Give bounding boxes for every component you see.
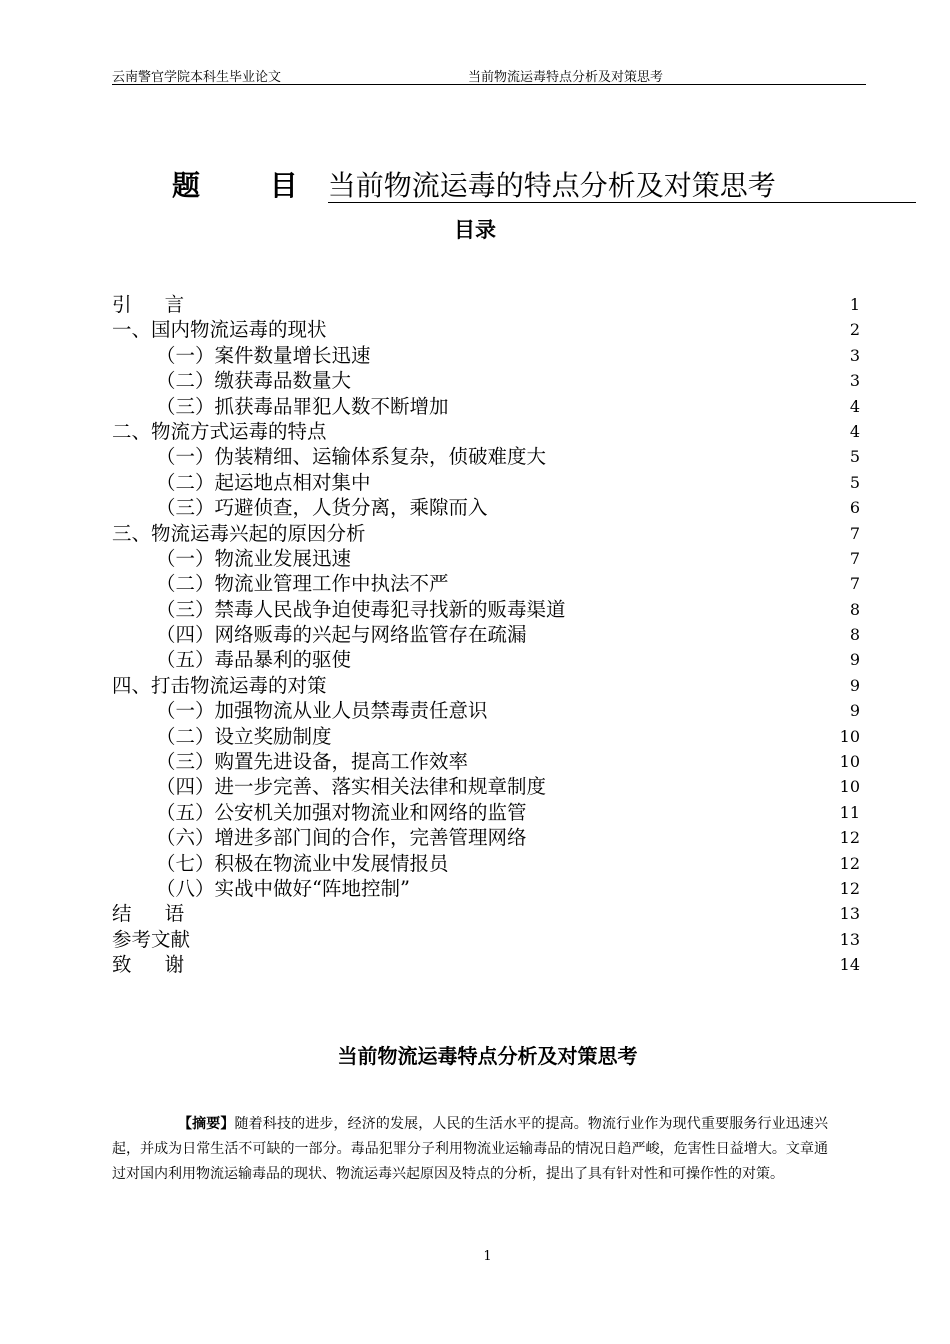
toc-entry-page: 10	[839, 777, 860, 797]
toc-entry-title: 一、国内物流运毒的现状	[112, 318, 327, 342]
toc-entry-title: （三）购置先进设备，提高工作效率	[156, 750, 469, 774]
toc-entry[interactable]	[112, 673, 860, 698]
toc-entry-page: 7	[849, 523, 860, 543]
table-of-contents	[112, 292, 860, 978]
toc-entry-page: 9	[849, 650, 860, 670]
toc-entry-title: （二）设立奖励制度	[156, 724, 332, 748]
toc-entry-page: 11	[839, 802, 860, 822]
toc-entry-page: 12	[839, 853, 860, 873]
toc-entry[interactable]	[112, 495, 860, 520]
header-paper-title: 当前物流运毒特点分析及对策思考	[468, 70, 664, 85]
toc-entry-page: 13	[839, 904, 860, 924]
toc-entry-title: （一）伪装精细、运输体系复杂，侦破难度大	[156, 445, 547, 469]
toc-entry-title: （三）巧避侦查，人货分离，乘隙而入	[156, 496, 488, 520]
toc-entry-title: 结语	[112, 902, 218, 926]
toc-entry-page: 10	[839, 752, 860, 772]
toc-entry[interactable]	[112, 571, 860, 596]
toc-entry[interactable]	[112, 724, 860, 749]
toc-entry-page: 14	[839, 955, 860, 975]
toc-entry[interactable]	[112, 597, 860, 622]
toc-entry-title: 四、打击物流运毒的对策	[112, 673, 327, 697]
toc-entry[interactable]	[112, 546, 860, 571]
toc-entry-title: （一）物流业发展迅速	[156, 546, 352, 570]
toc-entry-page: 12	[839, 828, 860, 848]
toc-entry-page: 4	[849, 396, 860, 416]
toc-entry[interactable]	[112, 927, 860, 952]
toc-entry-title: （四）网络贩毒的兴起与网络监管存在疏漏	[156, 623, 527, 647]
toc-entry-page: 9	[849, 701, 860, 721]
toc-entry[interactable]	[112, 698, 860, 723]
toc-entry[interactable]	[112, 368, 860, 393]
running-header	[112, 64, 866, 85]
thesis-title-line	[172, 168, 916, 204]
title-label: 题 目	[172, 169, 328, 202]
toc-entry-page: 13	[839, 929, 860, 949]
toc-entry-title: 引言	[112, 293, 218, 316]
toc-entry-title: 参考文献	[112, 927, 191, 951]
toc-entry-title: （二）物流业管理工作中执法不严	[156, 572, 449, 596]
toc-entry-title: （一）案件数量增长迅速	[156, 343, 371, 367]
toc-entry[interactable]	[112, 800, 860, 825]
toc-entry[interactable]	[112, 444, 860, 469]
toc-entry-page: 7	[849, 574, 860, 594]
toc-entry-title: （三）禁毒人民战争迫使毒犯寻找新的贩毒渠道	[156, 597, 566, 621]
toc-entry-page: 8	[849, 599, 860, 619]
toc-entry-page: 2	[849, 320, 860, 340]
toc-entry[interactable]	[112, 876, 860, 901]
toc-entry[interactable]	[112, 622, 860, 647]
toc-entry[interactable]	[112, 774, 860, 799]
toc-entry-title: （八）实战中做好“阵地控制”	[156, 876, 410, 900]
toc-entry-title: （三）抓获毒品罪犯人数不断增加	[156, 394, 449, 418]
toc-entry-page: 5	[849, 447, 860, 467]
toc-entry-title: （四）进一步完善、落实相关法律和规章制度	[156, 775, 547, 799]
toc-entry[interactable]	[112, 647, 860, 672]
toc-entry-title: （六）增进多部门间的合作，完善管理网络	[156, 826, 527, 850]
toc-entry-title: （二）起运地点相对集中	[156, 470, 371, 494]
toc-entry-title: （一）加强物流从业人员禁毒责任意识	[156, 699, 488, 723]
toc-entry-page: 12	[839, 878, 860, 898]
toc-entry[interactable]	[112, 292, 860, 317]
toc-entry[interactable]	[112, 952, 860, 977]
header-school: 云南警官学院本科生毕业论文	[112, 70, 282, 85]
toc-entry[interactable]	[112, 419, 860, 444]
toc-entry-page: 6	[849, 498, 860, 518]
toc-entry[interactable]	[112, 343, 860, 368]
toc-entry-page: 8	[849, 625, 860, 645]
toc-entry-page: 1	[849, 295, 860, 314]
toc-entry-page: 5	[849, 472, 860, 492]
toc-entry[interactable]	[112, 470, 860, 495]
toc-entry[interactable]	[112, 317, 860, 342]
title-topic: 当前物流运毒的特点分析及对策思考	[328, 170, 916, 203]
toc-entry-title: （二）缴获毒品数量大	[156, 369, 352, 393]
abstract-label: 【摘要】	[178, 1116, 235, 1132]
toc-entry-page: 3	[849, 345, 860, 365]
toc-entry[interactable]	[112, 851, 860, 876]
toc-entry[interactable]	[112, 901, 860, 926]
toc-entry[interactable]	[112, 825, 860, 850]
toc-entry-title: 三、物流运毒兴起的原因分析	[112, 521, 366, 545]
toc-entry-page: 4	[849, 421, 860, 441]
toc-entry-title: 致谢	[112, 953, 218, 977]
toc-entry-title: （七）积极在物流业中发展情报员	[156, 851, 449, 875]
toc-entry[interactable]	[112, 749, 860, 774]
article-title: 当前物流运毒特点分析及对策思考	[337, 1044, 638, 1068]
toc-entry[interactable]	[112, 394, 860, 419]
toc-entry[interactable]	[112, 521, 860, 546]
toc-entry-title: （五）毒品暴利的驱使	[156, 648, 352, 672]
toc-heading: 目录	[454, 218, 496, 242]
toc-entry-title: （五）公安机关加强对物流业和网络的监管	[156, 800, 527, 824]
toc-entry-page: 10	[839, 726, 860, 746]
abstract-paragraph	[112, 1112, 828, 1187]
toc-entry-page: 9	[849, 675, 860, 695]
toc-entry-page: 7	[849, 548, 860, 568]
toc-entry-page: 3	[849, 371, 860, 391]
toc-entry-title: 二、物流方式运毒的特点	[112, 419, 327, 443]
page-number: 1	[483, 1249, 492, 1264]
abstract-text: 随着科技的进步，经济的发展，人民的生活水平的提高。物流行业作为现代重要服务行业迅速兴起，并成为日常生活不可缺的一部分。毒品犯罪分子利用物流业运输毒品的情况日趋严峻，危害性日益增大。文章通过对国内利用物流运输毒品的现状、物流运毒兴起原因及特点的分析，提出了具有针对性和可操作性的对策。	[112, 1116, 829, 1182]
